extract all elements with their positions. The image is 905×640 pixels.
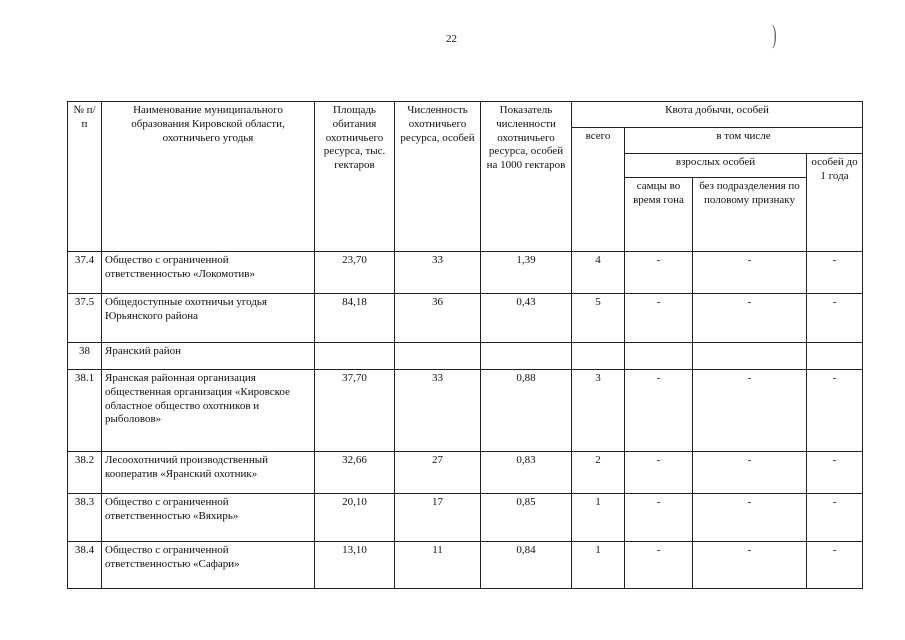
cell-total: 2 (572, 452, 625, 494)
table-row (68, 542, 863, 589)
cell-name: Общество с ограниченной ответственностью «Вяхирь» (102, 494, 315, 542)
header-area: Площадь обитания охотничьего ресурса, тыс. гектаров (315, 102, 395, 252)
cell-count: 27 (395, 452, 481, 494)
cell-name: Общество с ограниченной ответственностью «Локомотив» (102, 252, 315, 294)
cell-name: Яранский район (102, 343, 315, 370)
table-row (68, 452, 863, 494)
header-num: № п/п (68, 102, 102, 252)
cell-density (481, 343, 572, 370)
cell-no-sex-split: - (693, 370, 807, 452)
header-under-one: особей до 1 года (807, 154, 863, 252)
cell-area: 32,66 (315, 452, 395, 494)
cell-no-sex-split: - (693, 294, 807, 343)
cell-males-rut: - (625, 252, 693, 294)
table-row-district (68, 343, 863, 370)
cell-total: 3 (572, 370, 625, 452)
cell-num: 37.5 (68, 294, 102, 343)
cell-density: 0,84 (481, 542, 572, 589)
cell-area: 84,18 (315, 294, 395, 343)
cell-density: 0,85 (481, 494, 572, 542)
cell-under-one: - (807, 294, 863, 343)
table-row (68, 252, 863, 294)
cell-count (395, 343, 481, 370)
cell-area: 37,70 (315, 370, 395, 452)
cell-total (572, 343, 625, 370)
cell-no-sex-split: - (693, 452, 807, 494)
cell-num: 38.1 (68, 370, 102, 452)
cell-no-sex-split (693, 343, 807, 370)
cell-count: 36 (395, 294, 481, 343)
table-row (68, 370, 863, 452)
cell-males-rut: - (625, 294, 693, 343)
header-total: всего (572, 128, 625, 252)
cell-name: Общедоступные охотничьи угодья Юрьянского района (102, 294, 315, 343)
cell-count: 11 (395, 542, 481, 589)
cell-under-one: - (807, 494, 863, 542)
cell-area: 23,70 (315, 252, 395, 294)
cell-density: 0,43 (481, 294, 572, 343)
cell-under-one: - (807, 542, 863, 589)
cell-density: 0,88 (481, 370, 572, 452)
header-quota: Квота добычи, особей (572, 102, 863, 128)
cell-under-one: - (807, 252, 863, 294)
cell-total: 1 (572, 542, 625, 589)
cell-count: 33 (395, 252, 481, 294)
cell-area: 13,10 (315, 542, 395, 589)
cell-males-rut (625, 343, 693, 370)
cell-num: 38.2 (68, 452, 102, 494)
cell-males-rut: - (625, 494, 693, 542)
cell-under-one: - (807, 370, 863, 452)
cell-count: 33 (395, 370, 481, 452)
cell-num: 38.4 (68, 542, 102, 589)
header-no-sex-split: без подразделения по половому признаку (693, 178, 807, 252)
cell-males-rut: - (625, 370, 693, 452)
hunting-quota-table (67, 101, 863, 589)
header-density: Показатель численности охотничьего ресурса, особей на 1000 гектаров (481, 102, 572, 252)
cell-num: 37.4 (68, 252, 102, 294)
cell-area (315, 343, 395, 370)
cell-density: 1,39 (481, 252, 572, 294)
cell-under-one: - (807, 452, 863, 494)
cell-area: 20,10 (315, 494, 395, 542)
cell-name: Яранская районная организация общественная организация «Кировское областное общество охотников и рыболовов» (102, 370, 315, 452)
page-number: 22 (446, 33, 457, 45)
header-name: Наименование муниципального образования Кировской области, охотничьего угодья (102, 102, 315, 252)
header-adults: взрослых особей (625, 154, 807, 178)
header-count: Численность охотничьего ресурса, особей (395, 102, 481, 252)
cell-name: Лесоохотничий производственный кооператив «Яранский охотник» (102, 452, 315, 494)
header-males-rut: самцы во время гона (625, 178, 693, 252)
header-including: в том числе (625, 128, 863, 154)
cell-density: 0,83 (481, 452, 572, 494)
cell-total: 5 (572, 294, 625, 343)
cell-under-one (807, 343, 863, 370)
cell-num: 38.3 (68, 494, 102, 542)
cell-males-rut: - (625, 452, 693, 494)
cell-no-sex-split: - (693, 494, 807, 542)
cell-no-sex-split: - (693, 252, 807, 294)
scan-edge-mark: ) (772, 20, 777, 49)
cell-num: 38 (68, 343, 102, 370)
cell-no-sex-split: - (693, 542, 807, 589)
cell-name: Общество с ограниченной ответственностью «Сафари» (102, 542, 315, 589)
cell-total: 1 (572, 494, 625, 542)
table-row (68, 494, 863, 542)
cell-total: 4 (572, 252, 625, 294)
table-row (68, 294, 863, 343)
cell-count: 17 (395, 494, 481, 542)
cell-males-rut: - (625, 542, 693, 589)
